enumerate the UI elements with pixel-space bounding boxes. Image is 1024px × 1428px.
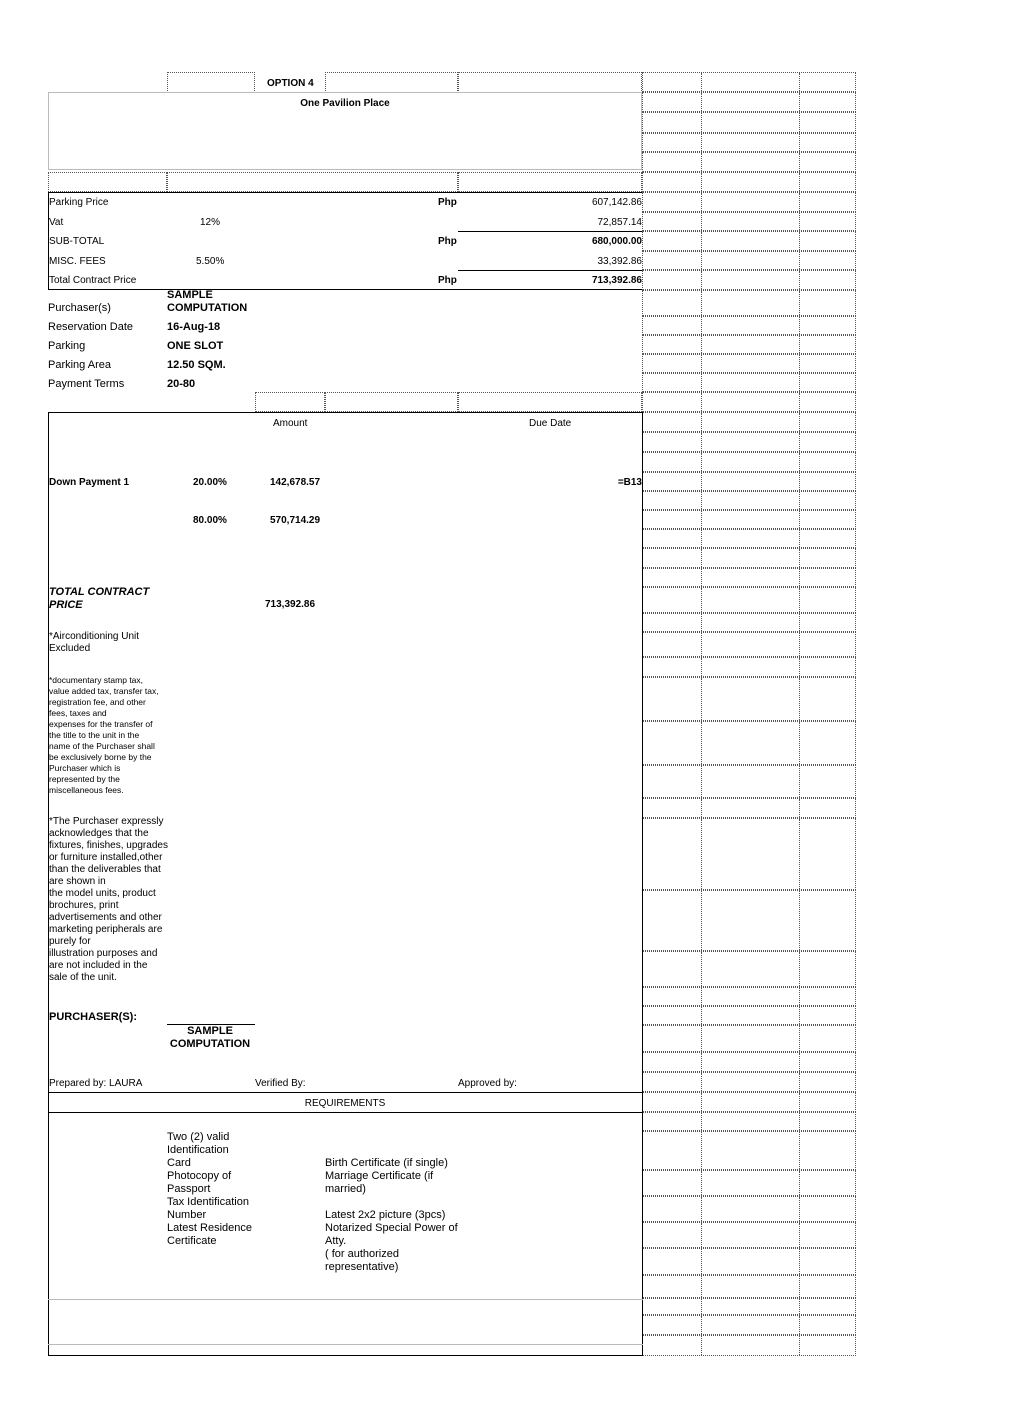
- parking-price-amount: 607,142.86: [591, 197, 642, 208]
- requirement-item: Latest Residence: [167, 1222, 252, 1234]
- grid-row: [642, 212, 856, 231]
- grid-row: [642, 987, 856, 1006]
- purchaser-label: Purchaser(s): [48, 302, 111, 314]
- grid-row: [642, 1275, 856, 1298]
- total-contract-amount: 713,392.86: [591, 275, 642, 286]
- note-line: represented by the: [49, 774, 120, 784]
- grid-row: [642, 432, 856, 452]
- note-line: than the deliverables that: [49, 864, 161, 875]
- subtotal-currency: Php: [438, 236, 457, 247]
- project-name: One Pavilion Place: [300, 98, 390, 109]
- note-line: the title to the unit in the: [49, 730, 140, 740]
- note-line: sale of the unit.: [49, 972, 117, 983]
- grid-row: [642, 1248, 856, 1275]
- requirement-item: Card: [167, 1157, 191, 1169]
- purchaser-value-line1: SAMPLE: [167, 289, 213, 301]
- grid-row: [642, 270, 856, 290]
- purchaser-signature-label: PURCHASER(S):: [49, 1011, 137, 1023]
- schedule-total-label-line1: TOTAL CONTRACT: [49, 586, 150, 598]
- grid-row: [642, 112, 856, 133]
- requirement-item: Notarized Special Power of: [325, 1222, 458, 1234]
- grid-row: [642, 472, 856, 491]
- divider: [48, 1112, 643, 1113]
- requirement-item: Atty.: [325, 1235, 347, 1247]
- requirement-item: Two (2) valid: [167, 1131, 230, 1143]
- requirement-item: Number: [167, 1209, 207, 1221]
- grid-row: [642, 1006, 856, 1025]
- grid-row: [642, 1196, 856, 1222]
- grid-row: [642, 172, 856, 192]
- note-line: *documentary stamp tax,: [49, 675, 144, 685]
- cell: [167, 72, 255, 93]
- down-payment-due: =B13: [617, 477, 642, 488]
- grid-row: [642, 373, 856, 392]
- grid-row: [642, 548, 856, 568]
- grid-row: [642, 1298, 856, 1315]
- grid-row: [642, 1092, 856, 1112]
- grid-row: [642, 890, 856, 951]
- parking-area-label: Parking Area: [48, 359, 111, 371]
- grid-row: [642, 1315, 856, 1335]
- reservation-date-label: Reservation Date: [48, 321, 133, 333]
- note-line: be exclusively borne by the: [49, 752, 152, 762]
- requirement-item: Tax Identification: [167, 1196, 249, 1208]
- vat-label: Vat: [49, 217, 64, 228]
- requirement-item: Marriage Certificate (if: [325, 1170, 434, 1182]
- note-line: fees, taxes and: [49, 708, 107, 718]
- parking-area-value: 12.50 SQM.: [167, 359, 226, 371]
- prepared-by: Prepared by: LAURA: [49, 1078, 143, 1089]
- note-line: miscellaneous fees.: [49, 785, 124, 795]
- requirement-item: ( for authorized: [325, 1248, 399, 1260]
- note-line: marketing peripherals are: [49, 924, 163, 935]
- misc-fees-label: MISC. FEES: [49, 256, 106, 267]
- vat-amount: 72,857.14: [597, 217, 642, 228]
- grid-row: [642, 529, 856, 548]
- divider: [48, 1299, 643, 1300]
- grid-row: [642, 491, 856, 510]
- cell: [458, 172, 642, 192]
- payment-terms-value: 20-80: [167, 378, 196, 390]
- purchaser-value-line2: COMPUTATION: [167, 302, 248, 314]
- requirement-item: Photocopy of: [167, 1170, 232, 1182]
- balance-percent: 80.00%: [193, 515, 227, 526]
- subtotal-label: SUB-TOTAL: [49, 236, 105, 247]
- note-line: *The Purchaser expressly: [49, 816, 164, 827]
- grid-row: [642, 354, 856, 373]
- requirement-item: representative): [325, 1261, 399, 1273]
- verified-by: Verified By:: [255, 1078, 306, 1089]
- total-currency: Php: [438, 275, 457, 286]
- requirement-item: Passport: [167, 1183, 211, 1195]
- spreadsheet-grid: [642, 72, 856, 1356]
- schedule-total-amount: 713,392.86: [265, 599, 316, 610]
- reservation-date-value: 16-Aug-18: [167, 321, 221, 333]
- note-line: the model units, product: [49, 888, 156, 899]
- grid-row: [642, 721, 856, 765]
- grid-row: [642, 510, 856, 529]
- balance-amount: 570,714.29: [270, 515, 321, 526]
- grid-row: [642, 1052, 856, 1072]
- note-line: advertisements and other: [49, 912, 162, 923]
- grid-row: [642, 192, 856, 212]
- grid-row: [642, 587, 856, 613]
- grid-row: [642, 72, 856, 92]
- grid-row: [642, 152, 856, 172]
- approved-by: Approved by:: [458, 1078, 517, 1089]
- grid-row: [642, 1112, 856, 1131]
- grid-row: [642, 290, 856, 316]
- grid-row: [642, 92, 856, 112]
- note-line: registration fee, and other: [49, 697, 146, 707]
- requirement-item: Identification: [167, 1144, 229, 1156]
- grid-row: [642, 613, 856, 632]
- total-contract-label: Total Contract Price: [49, 275, 137, 286]
- vat-rate: 12%: [200, 217, 221, 228]
- parking-price-label: Parking Price: [49, 197, 109, 208]
- grid-row: [642, 133, 856, 152]
- grid-row: [642, 1131, 856, 1170]
- note-line: illustration purposes and: [49, 948, 158, 959]
- parking-label: Parking: [48, 340, 86, 352]
- subtotal-amount: 680,000.00: [591, 236, 642, 247]
- misc-fees-amount: 33,392.86: [597, 256, 642, 267]
- divider: [458, 231, 642, 232]
- parking-value: ONE SLOT: [167, 340, 224, 352]
- requirement-item: Certificate: [167, 1235, 217, 1247]
- cell: [325, 392, 458, 412]
- note-line: Purchaser which is: [49, 763, 121, 773]
- misc-fees-rate: 5.50%: [196, 256, 225, 267]
- note-line: name of the Purchaser shall: [49, 741, 155, 751]
- note-line: are shown in: [49, 876, 106, 887]
- requirement-item: Latest 2x2 picture (3pcs): [325, 1209, 446, 1221]
- cell: [255, 392, 325, 412]
- schedule-total-label-line2: PRICE: [49, 599, 83, 611]
- grid-row: [642, 818, 856, 890]
- divider: [458, 270, 642, 271]
- note-line: or furniture installed,other: [49, 852, 163, 863]
- requirement-item: Birth Certificate (if single): [325, 1157, 448, 1169]
- note-line: purely for: [49, 936, 91, 947]
- grid-row: [642, 951, 856, 987]
- grid-row: [642, 765, 856, 798]
- divider: [48, 1092, 643, 1093]
- grid-row: [642, 798, 856, 818]
- grid-row: [642, 568, 856, 587]
- grid-row: [642, 335, 856, 354]
- grid-row: [642, 231, 856, 251]
- note-line: value added tax, transfer tax,: [49, 686, 159, 696]
- note-line: Excluded: [49, 643, 91, 654]
- grid-row: [642, 632, 856, 657]
- grid-row: [642, 1025, 856, 1052]
- option-label: OPTION 4: [267, 78, 314, 89]
- grid-row: [642, 1170, 856, 1196]
- signature-name-line1: SAMPLE: [187, 1025, 233, 1037]
- cell: [167, 172, 458, 192]
- grid-row: [642, 1222, 856, 1248]
- note-line: expenses for the transfer of: [49, 719, 153, 729]
- down-payment-amount: 142,678.57: [270, 477, 321, 488]
- grid-row: [642, 452, 856, 472]
- grid-row: [642, 316, 856, 335]
- requirement-item: married): [325, 1183, 366, 1195]
- grid-row: [642, 392, 856, 412]
- down-payment-percent: 20.00%: [193, 477, 227, 488]
- requirements-title: REQUIREMENTS: [304, 1098, 386, 1109]
- parking-price-currency: Php: [438, 197, 457, 208]
- cell: [325, 72, 458, 93]
- note-line: are not included in the: [49, 960, 148, 971]
- grid-row: [642, 657, 856, 677]
- cell: [458, 72, 642, 93]
- cell: [48, 172, 167, 192]
- down-payment-label: Down Payment 1: [49, 477, 130, 488]
- amount-header: Amount: [273, 418, 308, 429]
- due-date-header: Due Date: [529, 418, 572, 429]
- divider: [48, 1344, 643, 1345]
- grid-row: [642, 251, 856, 270]
- note-line: brochures, print: [49, 900, 119, 911]
- grid-row: [642, 677, 856, 721]
- grid-row: [642, 1072, 856, 1092]
- cell: [458, 392, 642, 412]
- signature-name-line2: COMPUTATION: [169, 1038, 251, 1050]
- note-line: acknowledges that the: [49, 828, 149, 839]
- payment-terms-label: Payment Terms: [48, 378, 125, 390]
- note-line: fixtures, finishes, upgrades: [49, 840, 168, 851]
- note-line: *Airconditioning Unit: [49, 631, 140, 642]
- grid-row: [642, 412, 856, 432]
- grid-row: [642, 1335, 856, 1356]
